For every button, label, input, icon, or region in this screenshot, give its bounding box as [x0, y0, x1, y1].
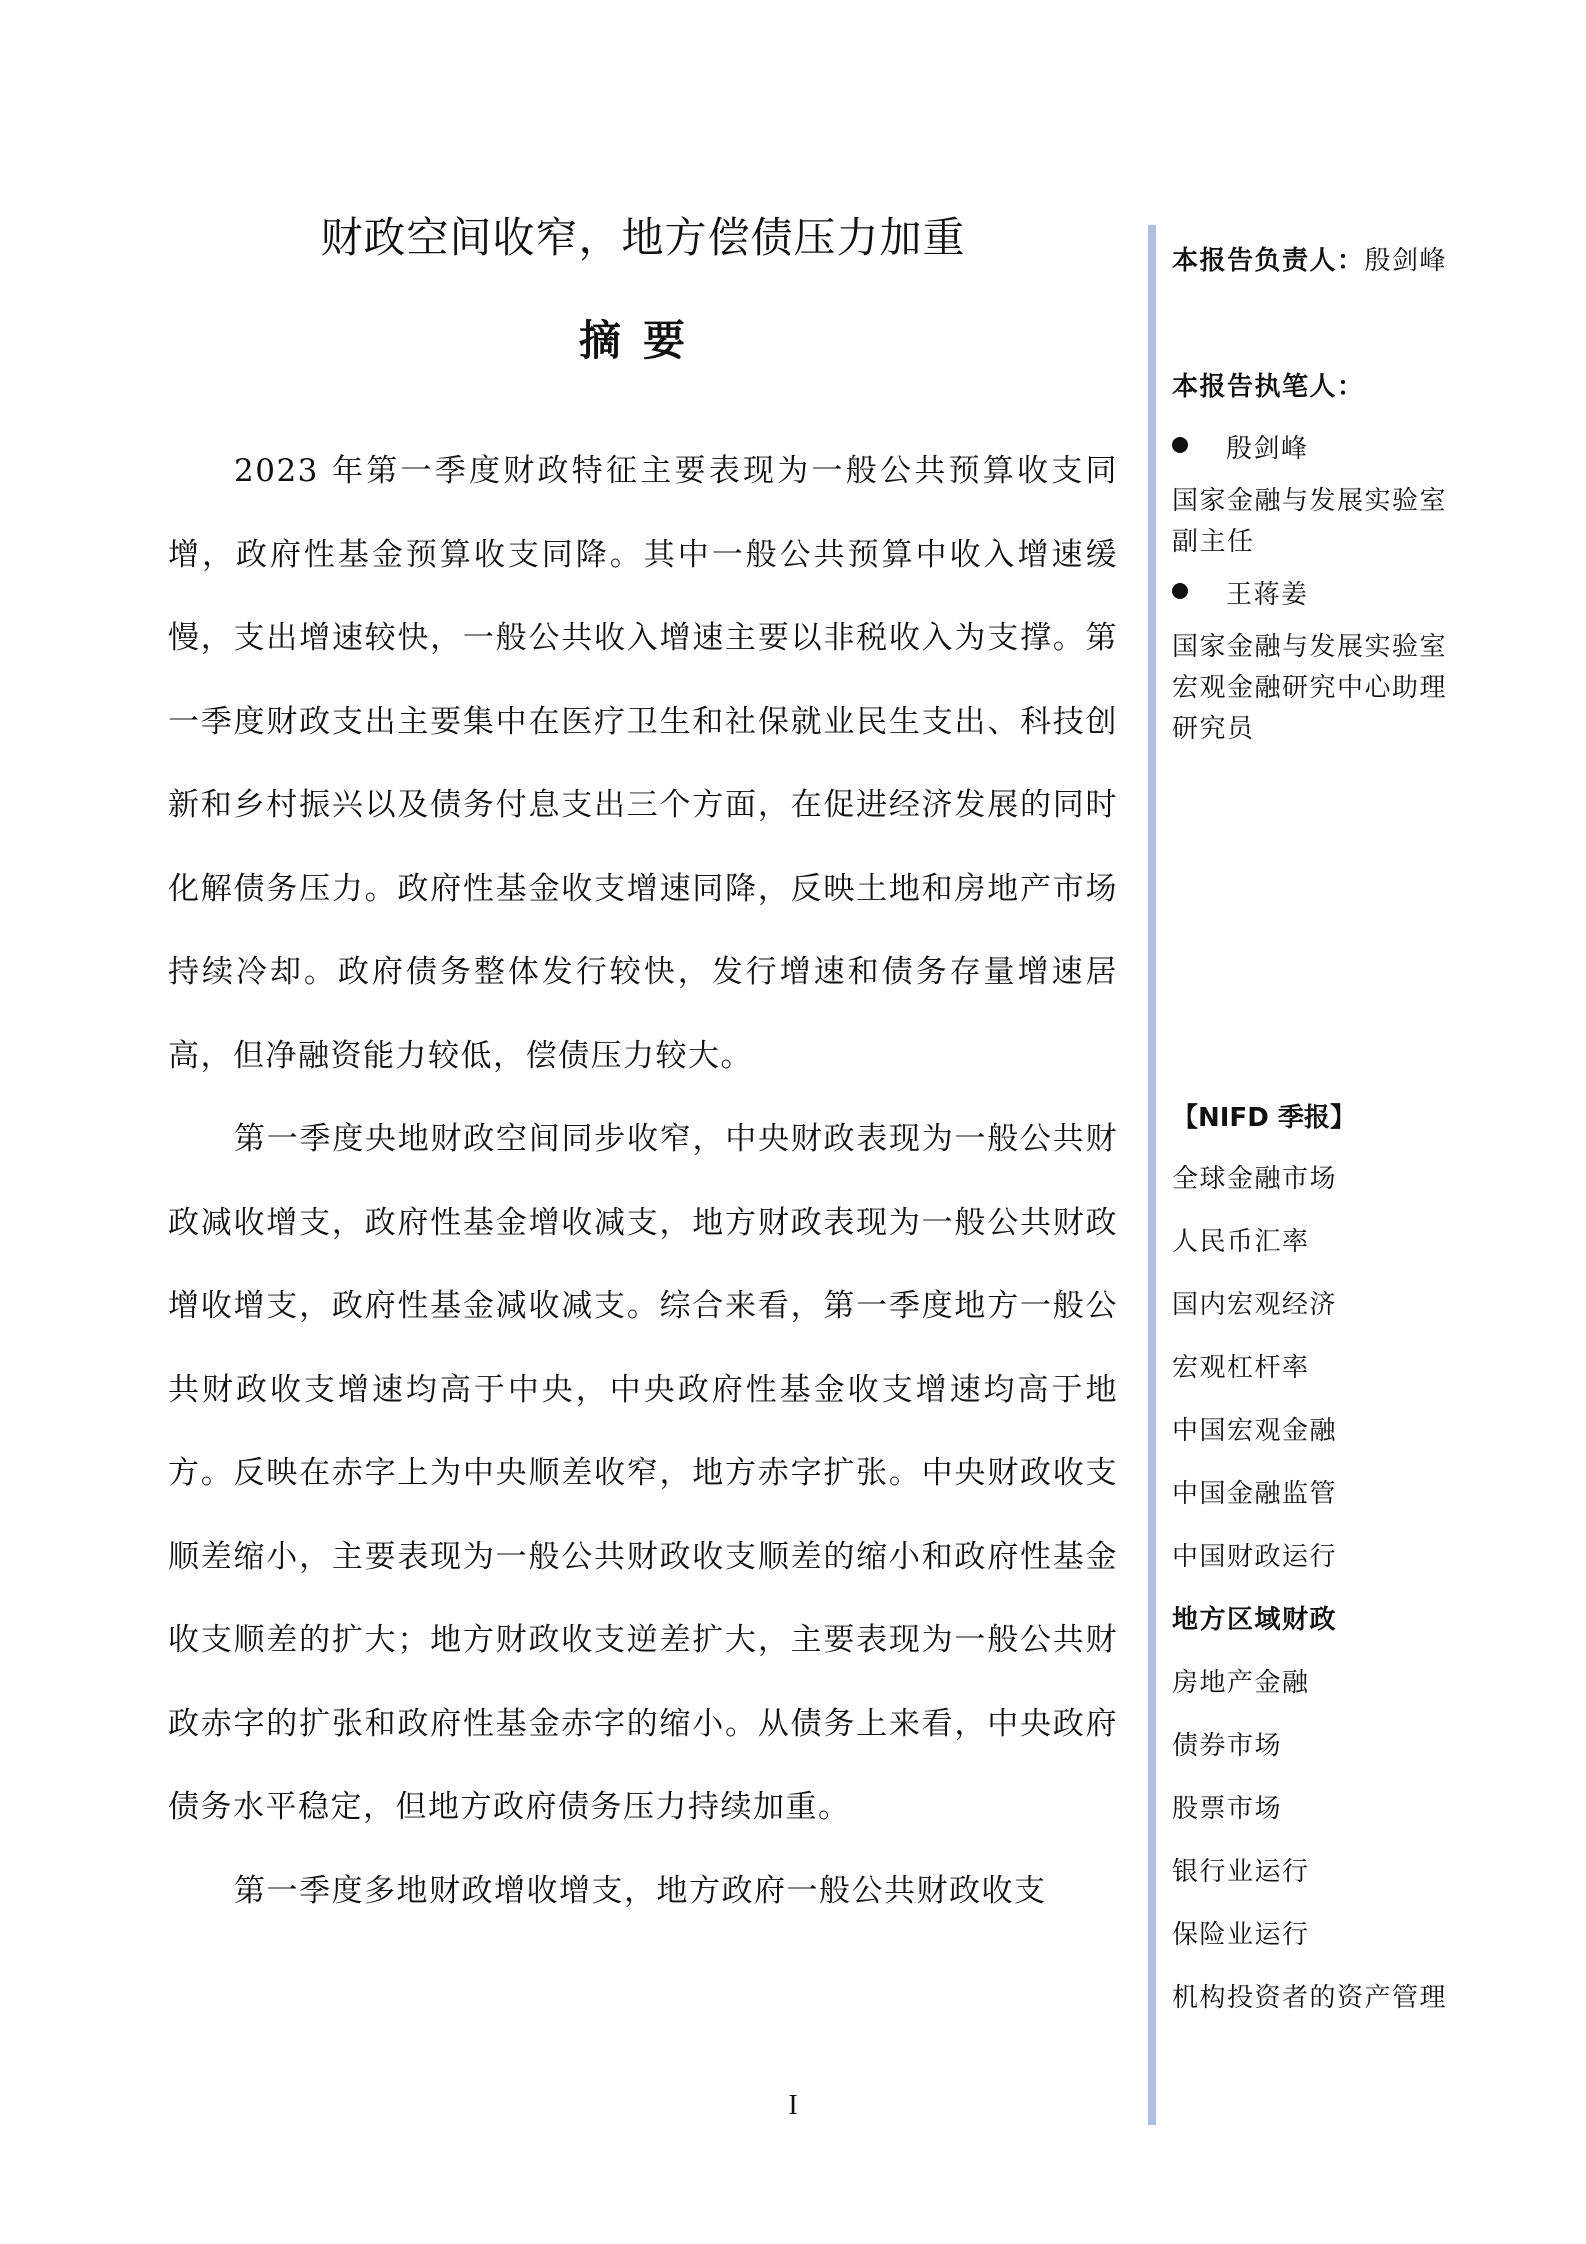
series-item-bond-market: 债券市场 [1172, 1731, 1283, 1761]
series-item-local-regional-finance-current: 地方区域财政 [1172, 1605, 1338, 1635]
sidebar-divider [1148, 225, 1156, 2125]
series-item-real-estate-finance: 房地产金融 [1172, 1668, 1310, 1698]
series-item-macro-leverage: 宏观杠杆率 [1172, 1353, 1310, 1383]
responsible-label: 本报告负责人： [1172, 246, 1365, 276]
author-name-1: 殷剑峰 [1226, 434, 1309, 464]
abstract-body [168, 430, 1118, 1933]
series-item-china-fiscal-operation: 中国财政运行 [1172, 1542, 1338, 1572]
abstract-paragraph-3: 第一季度多地财政增收增支，地方政府一般公共财政收支 [234, 1872, 1047, 1909]
author-2-affiliation-line-2: 宏观金融研究中心助理 [1172, 673, 1448, 703]
author-2-affiliation-line-1: 国家金融与发展实验室 [1172, 632, 1448, 662]
author-name-2: 王蒋姜 [1226, 580, 1309, 610]
series-item-insurance-operation: 保险业运行 [1172, 1920, 1310, 1950]
author-1-affiliation-line-2: 副主任 [1172, 527, 1255, 557]
abstract-paragraph-2: 第一季度央地财政空间同步收窄，中央财政表现为一般公共财政减收增支，政府性基金增收减支，地方财政表现为一般公共财政增收增支，政府性基金减收减支。综合来看，第一季度地方一般公共财政收支增速均高于中央，中央政府性基金收支增速均高于地方。反映在赤字上为中央顺差收窄，地方赤字扩张。中央财政收支顺差缩小，主要表现为一般公共财政收支顺差的缩小和政府性基金收支顺差的扩大；地方财政收支逆差扩大，主要表现为一般公共财政赤字的扩张和政府性基金赤字的缩小。从债务上来看，中央政府债务水平稳定，但地方政府债务压力持续加重。 [168, 1121, 1118, 1825]
abstract-paragraph-1: 2023 年第一季度财政特征主要表现为一般公共预算收支同增，政府性基金预算收支同降。其中一般公共预算中收入增速缓慢，支出增速较快，一般公共收入增速主要以非税收入为支撑。第一季度财政支出主要集中在医疗卫生和社保就业民生支出、科技创新和乡村振兴以及债务付息支出三个方面，在促进经济发展的同时化解债务压力。政府性基金收支增速同降，反映土地和房地产市场持续冷却。政府债务整体发行较快，发行增速和债务存量增速居高，但净融资能力较低，偿债压力较大。 [168, 453, 1118, 1074]
report-title: 财政空间收窄，地方偿债压力加重 [320, 213, 966, 262]
author-2-affiliation-line-3: 研究员 [1172, 714, 1255, 744]
page-number: I [788, 2090, 798, 2121]
bullet-icon [1172, 437, 1188, 453]
bullet-icon [1172, 583, 1188, 599]
series-label: 【NIFD 季报】 [1172, 1103, 1356, 1133]
author-1-affiliation-line-1: 国家金融与发展实验室 [1172, 486, 1448, 516]
authors-label: 本报告执笔人： [1172, 372, 1365, 402]
series-item-china-macro-finance: 中国宏观金融 [1172, 1416, 1338, 1446]
series-item-banking-operation: 银行业运行 [1172, 1857, 1310, 1887]
series-item-institutional-asset-management: 机构投资者的资产管理 [1172, 1983, 1448, 2013]
series-item-stock-market: 股票市场 [1172, 1794, 1283, 1824]
responsible-name: 殷剑峰 [1364, 246, 1448, 276]
series-item-rmb-exchange-rate: 人民币汇率 [1172, 1227, 1310, 1257]
abstract-heading: 摘要 [578, 316, 707, 365]
series-item-domestic-macroeconomy: 国内宏观经济 [1172, 1290, 1338, 1320]
series-item-china-financial-regulation: 中国金融监管 [1172, 1479, 1338, 1509]
series-item-global-financial-markets: 全球金融市场 [1172, 1164, 1338, 1194]
responsible-line [1172, 240, 1447, 277]
